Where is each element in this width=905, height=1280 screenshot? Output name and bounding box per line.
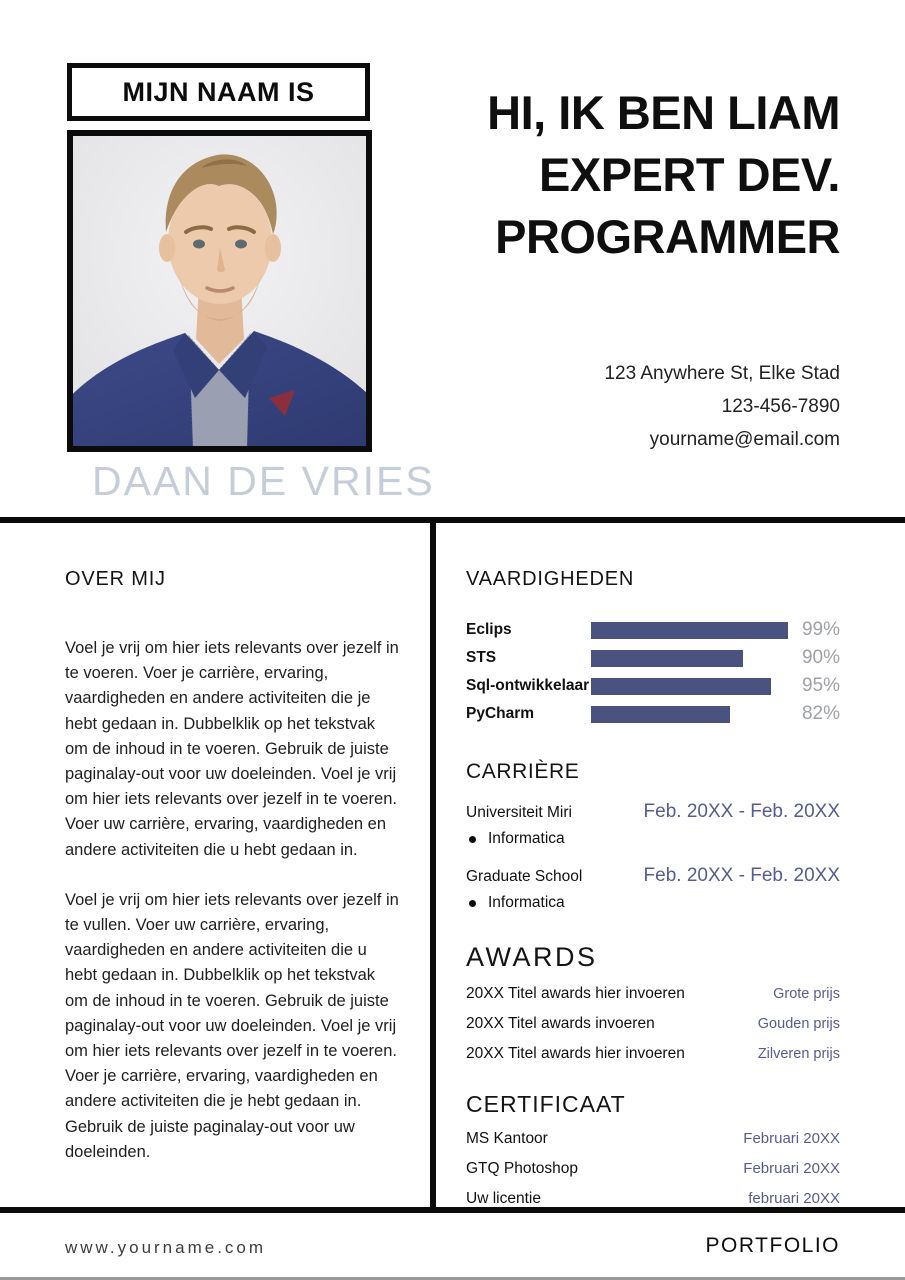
skill-name: Eclips: [466, 621, 512, 638]
award-row: [466, 1045, 840, 1063]
footer-portfolio-label: PORTFOLIO: [705, 1234, 840, 1257]
career-period: Feb. 20XX - Feb. 20XX: [643, 865, 840, 886]
portrait-photo: [73, 136, 366, 446]
skill-bar: [591, 678, 771, 695]
award-row: [466, 985, 840, 1003]
skill-bar: [591, 706, 730, 723]
career-entry: [466, 865, 840, 912]
skill-bar: [591, 622, 788, 639]
skill-bar-track: [591, 678, 788, 695]
certificate-row: [466, 1130, 840, 1148]
skill-row: [466, 616, 840, 644]
skill-bar-track: [591, 650, 788, 667]
headline-line-1: HI, IK BEN LIAM: [487, 86, 840, 139]
skill-bar-track: [591, 706, 788, 723]
horizontal-rule-top: [0, 517, 905, 523]
skill-name: Sql-ontwikkelaar: [466, 677, 590, 694]
certificate-name: GTQ Photoshop: [466, 1160, 579, 1177]
contact-block: [604, 357, 840, 456]
award-prize: Grote prijs: [773, 986, 840, 1002]
career-detail: Informatica: [488, 830, 565, 847]
career-institution: Graduate School: [466, 868, 583, 885]
contact-phone: 123-456-7890: [721, 396, 840, 417]
skill-percent: 82%: [801, 703, 840, 724]
skill-bar-track: [591, 622, 788, 639]
contact-email: yourname@email.com: [649, 429, 840, 450]
career-detail: Informatica: [488, 894, 565, 911]
footer-website: www.yourname.com: [65, 1238, 267, 1257]
skill-bar: [591, 650, 743, 667]
career-institution: Universiteit Miri: [466, 804, 572, 821]
award-prize: Zilveren prijs: [757, 1046, 840, 1062]
name-box-label: MIJN NAAM IS: [122, 76, 315, 107]
certificate-name: Uw licentie: [466, 1190, 541, 1207]
bullet-dot: [469, 836, 476, 843]
award-row: [466, 1015, 840, 1033]
award-name: 20XX Titel awards hier invoeren: [466, 985, 685, 1002]
skill-percent: 99%: [801, 619, 840, 640]
skill-row: [466, 672, 840, 700]
headline-line-2: EXPERT DEV.: [539, 148, 840, 201]
skills-title: VAARDIGHEDEN: [466, 568, 635, 590]
about-section: [65, 568, 400, 1165]
certificate-date: februari 20XX: [748, 1190, 840, 1207]
about-title: OVER MIJ: [65, 568, 166, 590]
bullet-dot: [469, 900, 476, 907]
certificate-row: [466, 1190, 840, 1208]
award-name: 20XX Titel awards hier invoeren: [466, 1045, 685, 1062]
skill-row: [466, 644, 840, 672]
contact-address: 123 Anywhere St, Elke Stad: [604, 363, 840, 384]
right-column: [466, 568, 840, 1208]
photo-frame: [67, 130, 372, 452]
vertical-rule: [430, 517, 436, 1213]
headline: [487, 82, 840, 268]
skill-percent: 90%: [801, 647, 840, 668]
skill-name: PyCharm: [466, 705, 535, 722]
certificate-row: [466, 1160, 840, 1178]
awards-title: AWARDS: [466, 942, 598, 972]
career-period: Feb. 20XX - Feb. 20XX: [643, 801, 840, 822]
certificates-title: CERTIFICAAT: [466, 1091, 626, 1117]
about-paragraph: Voel je vrij om hier iets relevants over jezelf in te voeren. Voer je carrière, ervaring, vaardigheden en andere activiteiten die je hebt gedaan in. Dubbelklik op het tekstvak om de inhoud in te voeren. Gebruik de juiste paginalay-out voor uw doeleinden. Voel je vrij om hier iets relevants over jezelf in te voeren. Voer uw carrière, ervaring, vaardigheden en andere activiteiten die u hebt gedaan in.: [65, 639, 399, 859]
about-paragraph: Voel je vrij om hier iets relevants over jezelf in te vullen. Voer uw carrière, ervaring, vaardigheden en andere activiteiten die u hebt gedaan in. Dubbelklik op het tekstvak om de inhoud in te voeren. Gebruik de juiste paginalay-out voor uw doeleinden. Voel je vrij om hier iets relevants over jezelf in te voeren. Voer je carrière, ervaring, vaardigheden en andere activiteiten die je hebt gedaan in. Gebruik de juiste paginalay-out voor uw doeleinden.: [65, 890, 399, 1161]
person-name: DAAN DE VRIES: [92, 458, 435, 504]
certificate-name: MS Kantoor: [466, 1130, 548, 1147]
skill-percent: 95%: [801, 675, 840, 696]
skill-name: STS: [466, 649, 497, 666]
award-name: 20XX Titel awards invoeren: [466, 1015, 655, 1032]
skills-list: [466, 616, 840, 728]
certificate-date: Februari 20XX: [743, 1160, 840, 1177]
career-entry: [466, 801, 840, 848]
name-box: [67, 63, 370, 121]
career-title: CARRIÈRE: [466, 760, 580, 783]
headline-line-3: PROGRAMMER: [495, 210, 840, 263]
certificate-date: Februari 20XX: [743, 1130, 840, 1147]
skill-row: [466, 700, 840, 728]
award-prize: Gouden prijs: [757, 1016, 840, 1032]
